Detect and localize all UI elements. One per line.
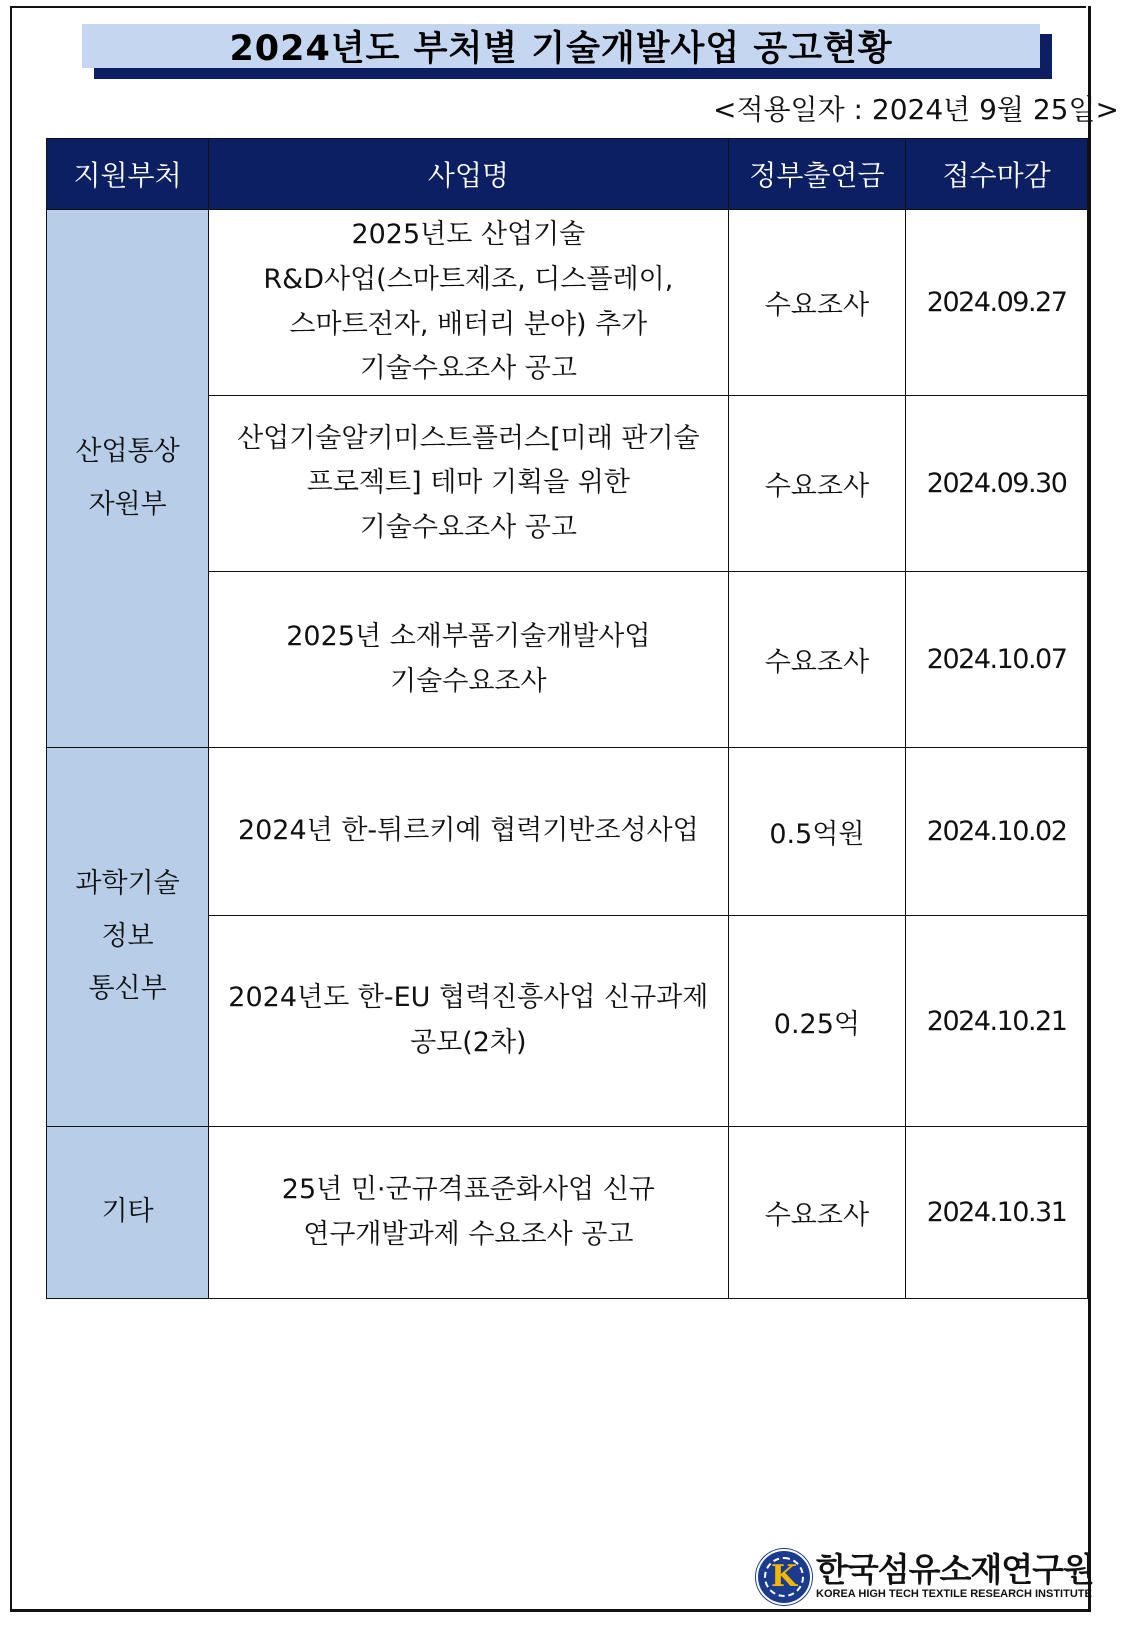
deadline-cell: 2024.10.02 xyxy=(906,748,1088,916)
program-name-cell xyxy=(209,916,728,1127)
table-header xyxy=(47,139,1088,210)
gov-funding-cell: 수요조사 xyxy=(728,1127,906,1299)
program-name-line: 연구개발과제 수요조사 공고 xyxy=(303,1218,634,1250)
dept-line: 통신부 xyxy=(88,973,167,1005)
program-name-line: 2025년도 산업기술 xyxy=(351,219,586,251)
effective-date: <적용일자 : 2024년 9월 25일> xyxy=(713,93,1119,126)
institute-logo xyxy=(756,1548,1098,1606)
page-border-right xyxy=(1088,6,1091,1612)
program-name-line: 산업기술알키미스트플러스[미래 판기술 xyxy=(237,422,700,454)
institute-name-korean: 한국섬유소재연구원 xyxy=(816,1550,1094,1590)
dept-line: 기타 xyxy=(101,1196,154,1228)
program-name-line: 25년 민·군규격표준화사업 신규 xyxy=(281,1173,655,1205)
gov-funding-cell: 0.5억원 xyxy=(728,748,906,916)
deadline-cell: 2024.09.30 xyxy=(906,396,1088,572)
program-name-line: 기술수요조사 공고 xyxy=(359,353,577,385)
program-name-line: 프로젝트] 테마 기획을 위한 xyxy=(306,467,630,499)
program-name-cell xyxy=(209,210,728,396)
table-row xyxy=(47,210,1088,396)
dept-cell-motie xyxy=(47,210,209,748)
program-name-line: 스마트전자, 배터리 분야) 추가 xyxy=(289,308,648,340)
header-row xyxy=(47,139,1088,210)
page-title: 2024년도 부처별 기술개발사업 공고현황 xyxy=(82,24,1040,68)
institute-name-english: KOREA HIGH TECH TEXTILE RESEARCH INSTITUTE xyxy=(816,1587,1092,1600)
dept-line: 자원부 xyxy=(88,488,167,520)
institute-emblem-icon xyxy=(756,1549,812,1605)
program-name-line: 공모(2차) xyxy=(410,1027,527,1058)
dept-cell-other xyxy=(47,1127,209,1299)
gov-funding-cell: 0.25억 xyxy=(728,916,906,1127)
table-row xyxy=(47,748,1088,916)
gov-funding-cell: 수요조사 xyxy=(728,572,906,748)
dept-line: 정보 xyxy=(101,920,154,952)
program-name-line: 2024년 한-튀르키예 협력기반조성사업 xyxy=(237,815,699,847)
dept-line: 산업통상 xyxy=(75,435,180,467)
notice-table xyxy=(46,138,1088,1299)
dept-cell-msit xyxy=(47,748,209,1127)
program-name-line: 2025년 소재부품기술개발사업 xyxy=(286,620,651,652)
program-name-line: R&D사업(스마트제조, 디스플레이, xyxy=(263,263,674,295)
deadline-cell: 2024.10.21 xyxy=(906,916,1088,1127)
program-name-cell xyxy=(209,396,728,572)
program-name-cell xyxy=(209,572,728,748)
gov-funding-cell: 수요조사 xyxy=(728,396,906,572)
deadline-cell: 2024.10.31 xyxy=(906,1127,1088,1299)
program-name-cell xyxy=(209,748,728,916)
program-name-line: 기술수요조사 xyxy=(390,665,547,697)
logo-text xyxy=(816,1550,1094,1601)
program-name-line: 2024년도 한-EU 협력진흥사업 신규과제 xyxy=(228,982,709,1014)
header-gov-funding: 정부출연금 xyxy=(728,139,906,210)
header-dept: 지원부처 xyxy=(47,139,209,210)
table-row xyxy=(47,1127,1088,1299)
deadline-cell: 2024.10.07 xyxy=(906,572,1088,748)
page-border-bottom xyxy=(10,1609,1091,1612)
program-name-cell xyxy=(209,1127,728,1299)
program-name-line: 기술수요조사 공고 xyxy=(359,511,577,543)
header-deadline: 접수마감 xyxy=(906,139,1088,210)
header-program-name: 사업명 xyxy=(209,139,728,210)
gov-funding-cell: 수요조사 xyxy=(728,210,906,396)
dept-line: 과학기술 xyxy=(75,868,180,900)
deadline-cell: 2024.09.27 xyxy=(906,210,1088,396)
emblem-letter: K xyxy=(770,1559,798,1594)
